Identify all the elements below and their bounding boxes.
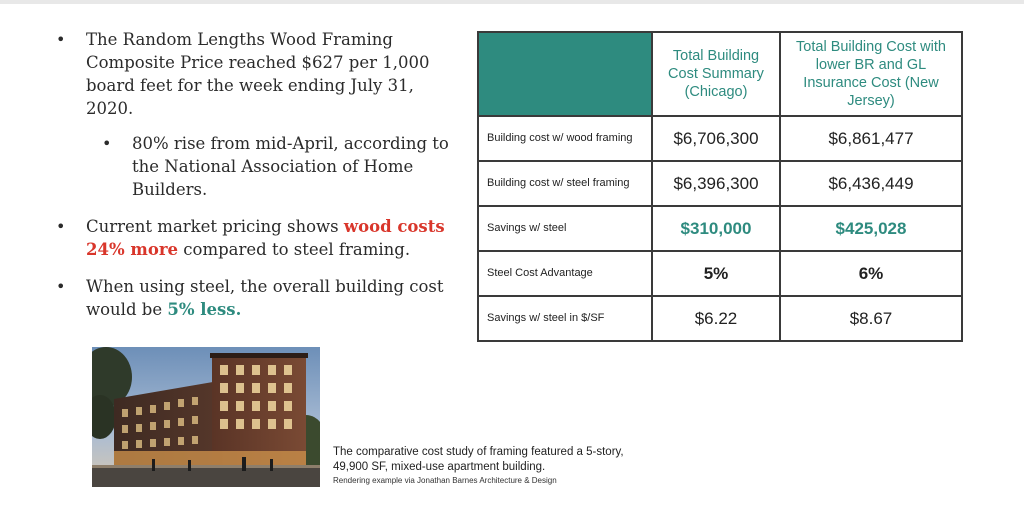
cell-chicago: $310,000 — [652, 206, 780, 251]
cell-new-jersey: $8.67 — [780, 296, 962, 341]
image-caption: The comparative cost study of framing featured a 5-story, 49,900 SF, mixed-use apartment building. — [333, 446, 624, 473]
image-credit: Rendering example via Jonathan Barnes Architecture & Design — [333, 476, 557, 485]
sub-bullet-rise — [52, 132, 452, 201]
header-new-jersey: Total Building Cost with lower BR and GL Insurance Cost (New Jersey) — [780, 32, 962, 116]
row-label: Savings w/ steel in $/SF — [478, 296, 652, 341]
cell-chicago: $6.22 — [652, 296, 780, 341]
five-percent-highlight: 5% less. — [167, 300, 242, 319]
cell-chicago: $6,396,300 — [652, 161, 780, 206]
table-header-row — [478, 32, 962, 116]
cell-chicago: $6,706,300 — [652, 116, 780, 161]
cell-new-jersey: $6,861,477 — [780, 116, 962, 161]
bullet-text-post: compared to steel framing. — [178, 240, 411, 259]
cell-new-jersey: $425,028 — [780, 206, 962, 251]
row-label: Steel Cost Advantage — [478, 251, 652, 296]
table-row — [478, 296, 962, 341]
table-row — [478, 251, 962, 296]
bullet-text: The Random Lengths Wood Framing Composite Price reached $627 per 1,000 board feet for the week ending July 31, 2020. — [86, 30, 430, 118]
top-divider — [0, 0, 1024, 4]
table-row — [478, 161, 962, 206]
bullet-text-pre: Current market pricing shows — [86, 217, 344, 236]
header-chicago: Total Building Cost Summary (Chicago) — [652, 32, 780, 116]
building-rendering-image — [92, 347, 320, 487]
sub-bullet-text: 80% rise from mid-April, according to the National Association of Home Builders. — [132, 134, 449, 199]
cell-new-jersey: $6,436,449 — [780, 161, 962, 206]
row-label: Building cost w/ steel framing — [478, 161, 652, 206]
wood-costs-highlight: wood costs 24% more — [86, 217, 445, 259]
header-corner-cell — [478, 32, 652, 116]
table-row — [478, 116, 962, 161]
bullet-steel-savings — [52, 275, 452, 321]
bullet-text-pre: When using steel, the overall building cost would be — [86, 277, 444, 319]
bullet-list — [52, 28, 452, 335]
cost-comparison-table — [477, 31, 963, 342]
bullet-market-pricing — [52, 215, 452, 261]
row-label: Savings w/ steel — [478, 206, 652, 251]
row-label: Building cost w/ wood framing — [478, 116, 652, 161]
cell-new-jersey: 6% — [780, 251, 962, 296]
table-row — [478, 206, 962, 251]
bullet-wood-price — [52, 28, 452, 120]
cell-chicago: 5% — [652, 251, 780, 296]
